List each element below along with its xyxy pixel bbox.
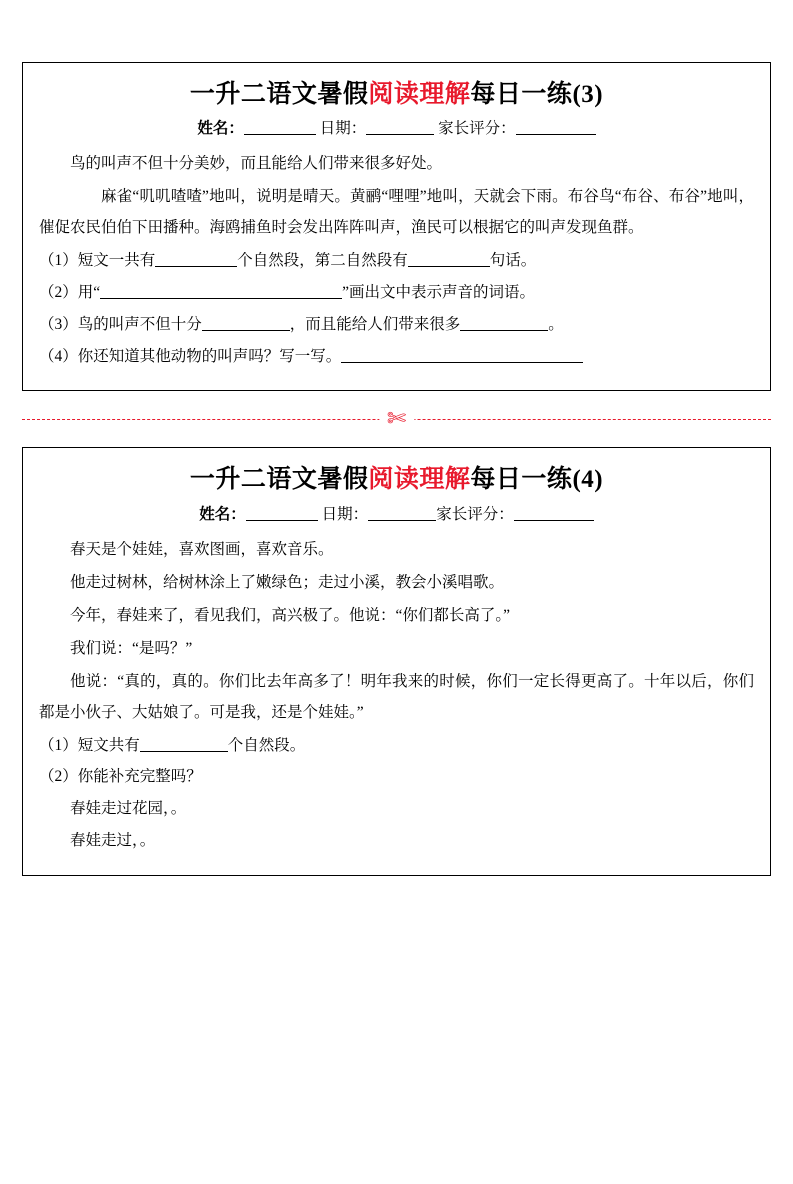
scissors-icon: ✄ <box>379 400 414 438</box>
question-text: （1）短文共有 <box>39 736 140 754</box>
question-2 <box>39 277 754 309</box>
worksheet-card-1 <box>22 62 771 391</box>
fill-text: 。 <box>139 831 156 849</box>
answer-blank[interactable] <box>460 315 548 331</box>
passage-paragraph: 他走过树林，给树林涂上了嫩绿色；走过小溪，教会小溪唱歌。 <box>70 573 505 591</box>
passage-paragraph: 今年，春娃来了，看见我们，高兴极了。他说：“你们都长高了。” <box>70 606 511 624</box>
cut-divider <box>22 391 771 447</box>
title-highlight: 阅读理解 <box>368 466 471 494</box>
passage-paragraph: 春天是个娃娃，喜欢图画，喜欢音乐。 <box>70 540 334 558</box>
question-text: 个自然段。 <box>227 736 306 754</box>
passage-paragraph: 他说：“真的，真的。你们比去年高多了！明年我来的时候，你们一定长得更高了。十年以后，你们都是小伙子、大姑娘了。可是我，还是个娃娃。” <box>39 672 754 721</box>
name-field[interactable] <box>244 119 316 135</box>
worksheet-page <box>0 62 793 1184</box>
title-highlight: 阅读理解 <box>368 81 471 108</box>
question-text: （2）用“ <box>39 284 101 302</box>
question-text: （4）你还知道其他动物的叫声吗？写一写。 <box>39 347 342 365</box>
answer-blank[interactable] <box>140 736 228 752</box>
fill-line-2 <box>39 825 754 857</box>
answer-blank[interactable] <box>408 251 490 267</box>
question-4 <box>39 341 754 373</box>
question-1 <box>39 245 754 277</box>
score-label: 家长评分： <box>438 120 516 138</box>
question-text: ”画出文中表示声音的词语。 <box>342 284 536 302</box>
question-text: 。 <box>548 315 564 333</box>
answer-blank[interactable] <box>341 347 583 363</box>
question-text: （1）短文一共有 <box>39 252 156 270</box>
fill-text: 。 <box>170 800 187 818</box>
question-2 <box>39 761 754 793</box>
worksheet-title-1 <box>39 79 754 110</box>
score-field[interactable] <box>514 505 594 521</box>
fill-line-1 <box>39 793 754 825</box>
title-part1: 一升二语文暑假 <box>189 81 369 108</box>
name-label: 姓名： <box>199 505 246 523</box>
score-label: 家长评分： <box>436 505 514 523</box>
worksheet-title-2 <box>39 464 754 495</box>
answer-blank[interactable] <box>202 315 290 331</box>
name-field[interactable] <box>246 505 318 521</box>
title-part2: 每日一练 <box>470 81 573 108</box>
fill-text: 春娃走过 <box>70 831 133 849</box>
answer-blank[interactable] <box>155 251 237 267</box>
question-text: （3）鸟的叫声不但十分 <box>39 315 202 333</box>
worksheet-card-2 <box>22 447 771 875</box>
name-label: 姓名： <box>197 120 244 138</box>
question-text: 句话。 <box>489 252 537 270</box>
date-label: 日期： <box>319 120 367 138</box>
meta-line-1 <box>39 116 754 138</box>
passage-paragraph: 麻雀“叽叽喳喳”地叫，说明是晴天。黄鹂“哩哩”地叫，天就会下雨。布谷鸟“布谷、布谷”地叫，催促农民伯伯下田播种。海鸥捕鱼时会发出阵阵叫声，渔民可以根据它的叫声发现鱼群。 <box>39 188 754 237</box>
score-field[interactable] <box>516 119 596 135</box>
meta-line-2 <box>39 502 754 524</box>
question-text: ，而且能给人们带来很多 <box>289 315 461 333</box>
passage-paragraph: 我们说：“是吗？” <box>70 639 193 657</box>
date-field[interactable] <box>368 505 436 521</box>
question-1 <box>39 730 754 762</box>
title-number: (4) <box>572 466 604 494</box>
date-label: 日期： <box>321 505 369 523</box>
title-part2: 每日一练 <box>470 466 573 494</box>
fill-text: 春娃走过花园， <box>70 800 171 818</box>
fill-text: ， <box>132 831 140 849</box>
question-text: 个自然段，第二自然段有 <box>237 252 408 270</box>
question-text: （2）你能补充完整吗？ <box>39 768 202 786</box>
date-field[interactable] <box>366 119 434 135</box>
title-part1: 一升二语文暑假 <box>189 466 369 494</box>
question-3 <box>39 309 754 341</box>
title-number: (3) <box>572 81 604 108</box>
answer-blank[interactable] <box>100 283 342 299</box>
passage-paragraph: 鸟的叫声不但十分美妙，而且能给人们带来很多好处。 <box>70 155 443 173</box>
